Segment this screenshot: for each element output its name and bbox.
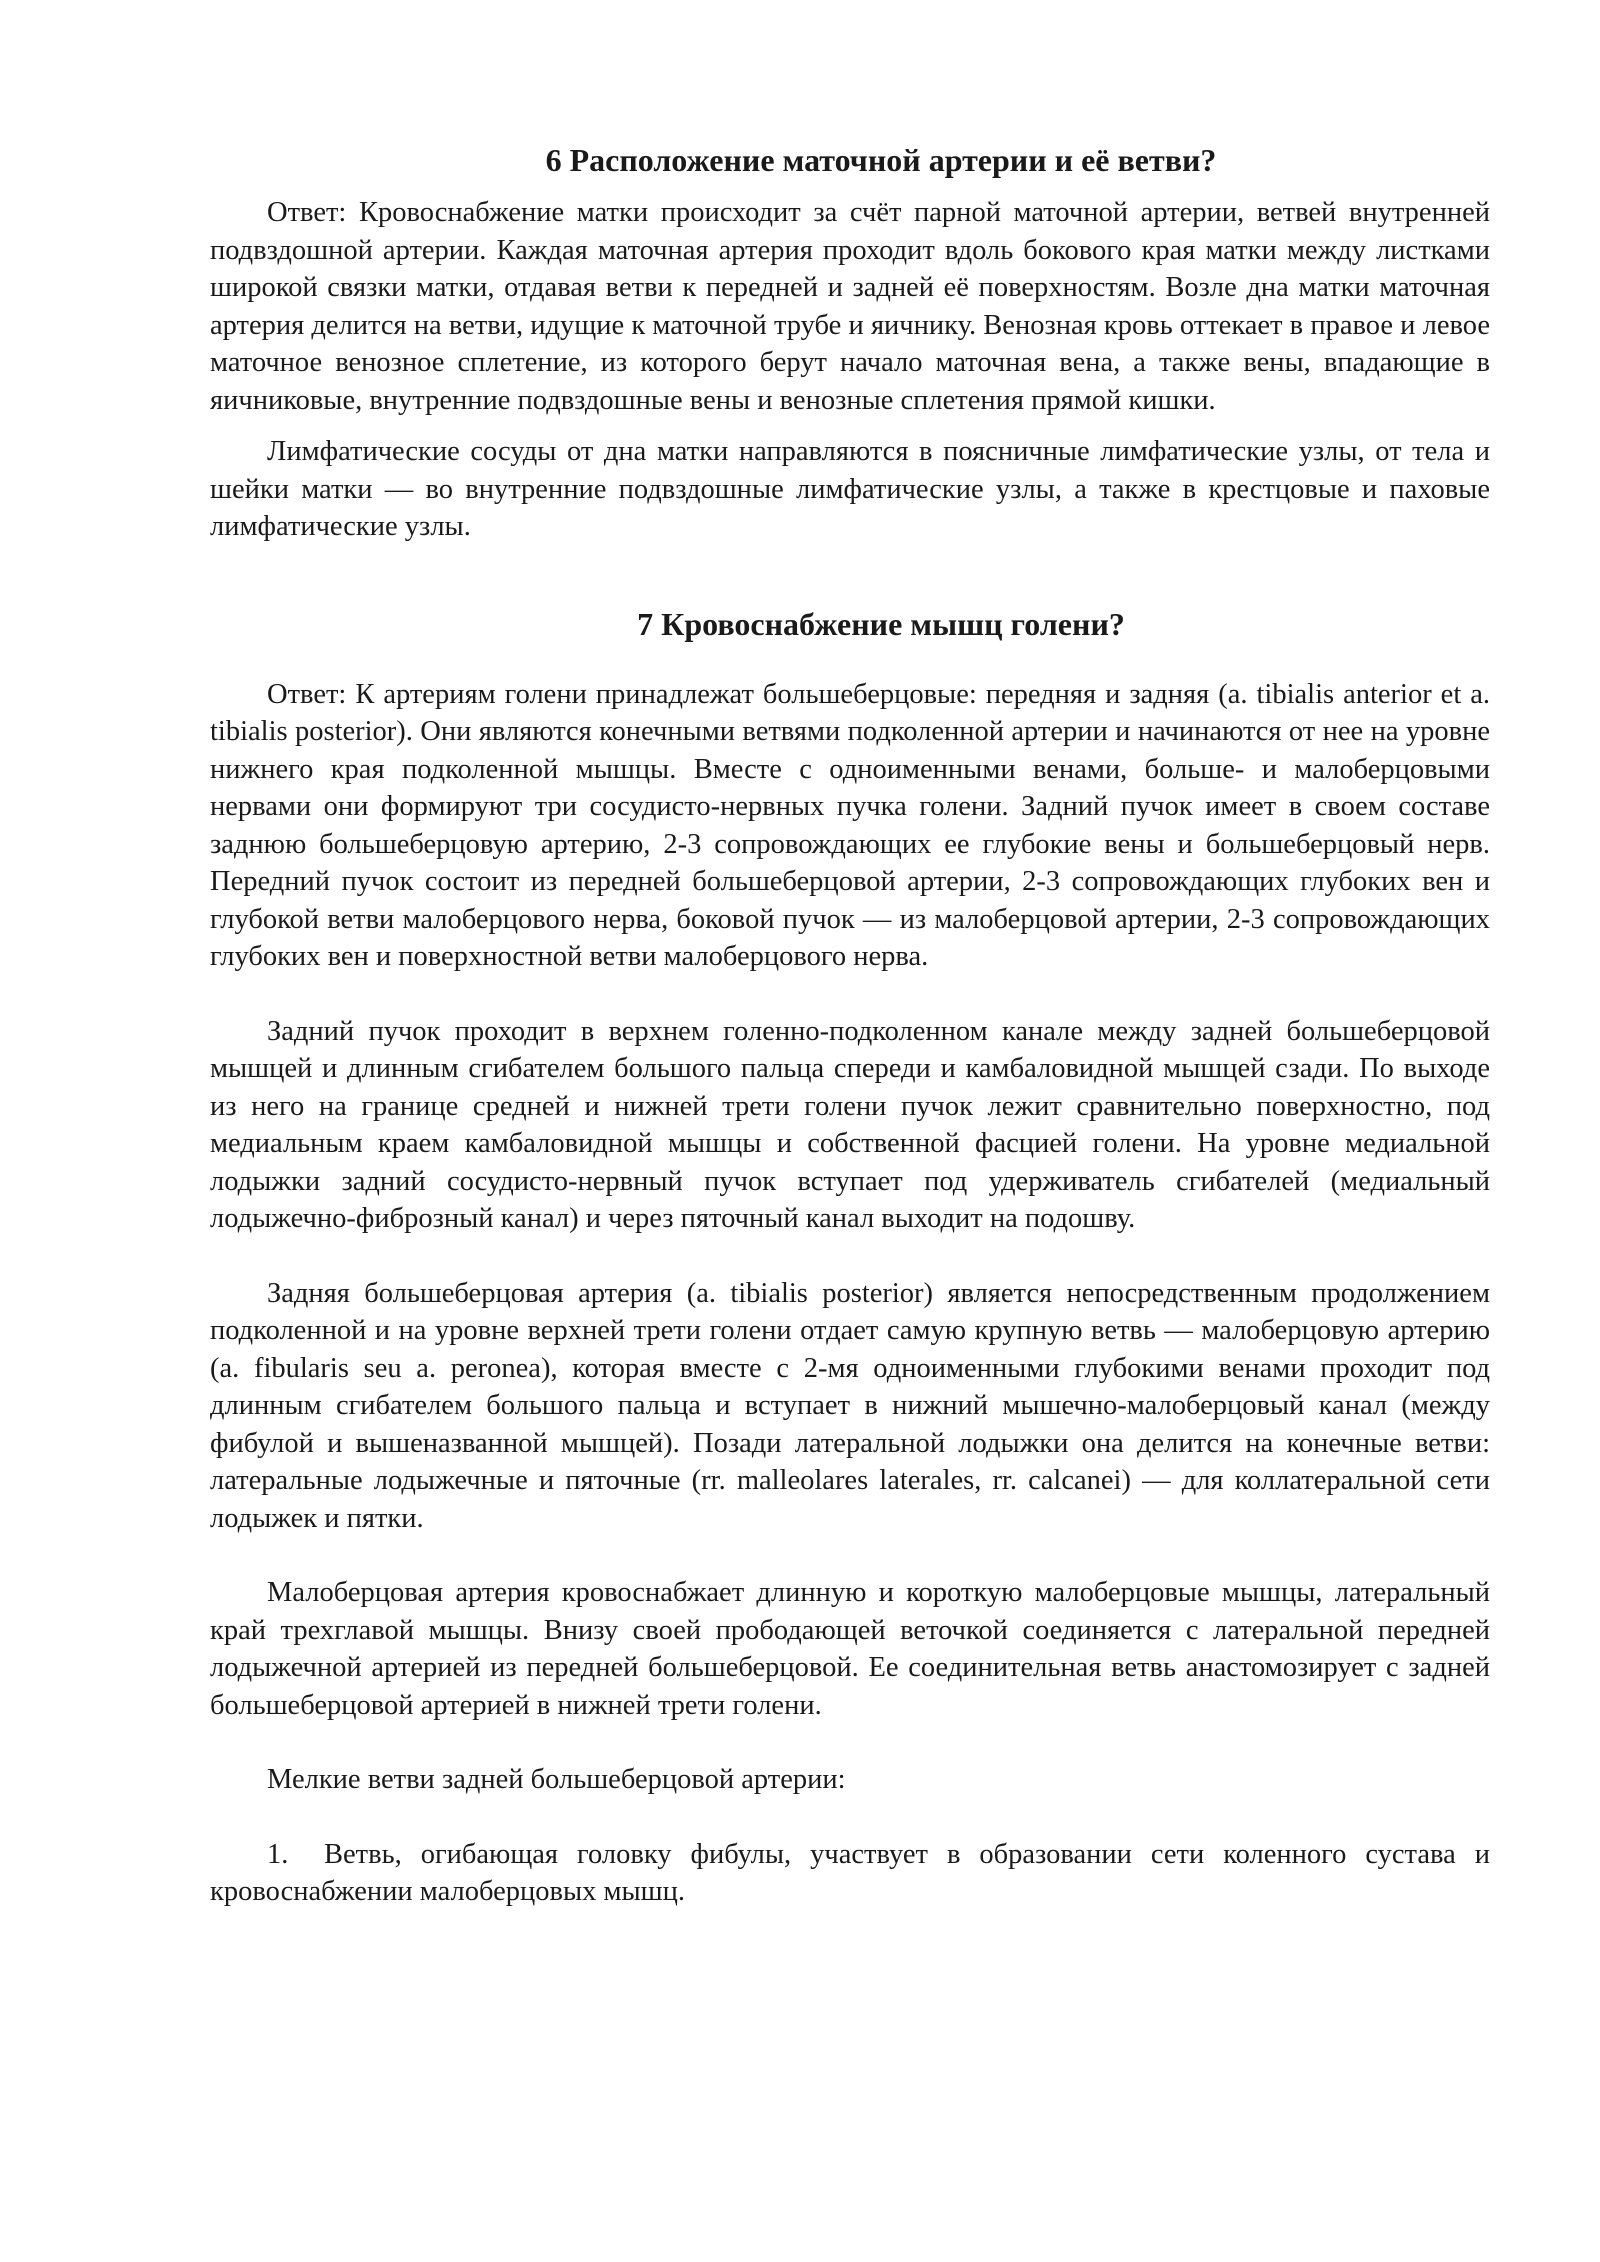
section-7-paragraph-2: Задний пучок проходит в верхнем голенно-подколенном канале между задней большеберцовой мышцей и длинным сгибателем большого пальца спереди и камбаловидной мышцей сзади. По выходе из него на границе средней и нижней трети голени пучок лежит сравнительно поверхностно, под медиальным краем камбаловидной мышцы и собственной фасцией голени. На уровне медиальной лодыжки задний сосудисто-нервный пучок вступает под удерживатель сгибателей (медиальный лодыжечно-фиброзный канал) и через пяточный канал выходит на подошву. <box>210 1015 1490 1234</box>
section-7-paragraph-4: Малоберцовая артерия кровоснабжает длинную и короткую малоберцовые мышцы, латеральный край трехглавой мышцы. Внизу своей прободающей веточкой соединяется с латеральной передней лодыжечной артерией из передней большеберцовой. Ее соединительная ветвь анастомозирует с задней большеберцовой артерией в нижней трети голени. <box>210 1577 1490 1721</box>
section-7-title: 7 Кровоснабжение мышц голени? <box>637 605 1125 642</box>
section-7-paragraph-3: Задняя большеберцовая артерия (a. tibialis posterior) является непосредственным продолжением подколенной и на уровне верхней трети голени отдает самую крупную ветвь — малоберцовую артерию (a. fibularis seu a. peronea), которая вместе с 2-мя одноименными глубокими венами проходит под длинным сгибателем большого пальца и вступает в нижний мышечно-малоберцовый канал (между фибулой и вышеназванной мышцей). Позади латеральной лодыжки она делится на конечные ветви: латеральные лодыжечные и пяточные (rr. malleolares laterales, rr. calcanei) — для коллатеральной сети лодыжек и пятки. <box>210 1277 1490 1534</box>
list-item <box>210 1836 1490 1911</box>
section-6-paragraph-2: Лимфатические сосуды от дна матки направляются в поясничные лимфатические узлы, от тела и шейки матки — во внутренние подвздошные лимфатические узлы, а также в крестцовые и паховые лимфатические узлы. <box>210 436 1490 542</box>
list-item-number: 1. <box>267 1838 289 1870</box>
list-item-text: Ветвь, огибающая головку фибулы, участвует в образовании сети коленного сустава и кровоснабжении малоберцовых мышц. <box>210 1838 1490 1907</box>
document-page <box>210 140 1490 1911</box>
section-6-title: 6 Расположение маточной артерии и её ветви? <box>545 142 1217 178</box>
section-7-paragraph-1: Ответ: К артериям голени принадлежат большеберцовые: передняя и задняя (a. tibialis anterior et a. tibialis posterior). Они являются конечными ветвями подколенной артерии и начинаются от нее на уровне нижнего края подколенной мышцы. Вместе с одноименными венами, больше- и малоберцовыми нервами они формируют три сосудисто-нервных пучка голени. Задний пучок имеет в своем составе заднюю большеберцовую артерию, 2-3 сопровождающих ее глубокие вены и большеберцовый нерв. Передний пучок состоит из передней большеберцовой артерии, 2-3 сопровождающих глубоких вен и глубокой ветви малоберцового нерва, боковой пучок — из малоберцовой артерии, 2-3 сопровождающих глубоких вен и поверхностной ветви малоберцового нерва. <box>210 678 1490 972</box>
section-6-paragraph-1: Ответ: Кровоснабжение матки происходит за счёт парной маточной артерии, ветвей внутренней подвздошной артерии. Каждая маточная артерия проходит вдоль бокового края матки между листками широкой связки матки, отдавая ветви к передней и задней её поверхностям. Возле дна матки маточная артерия делится на ветви, идущие к маточной трубе и яичнику. Венозная кровь оттекает в правое и левое маточное венозное сплетение, из которого берут начало маточная вена, а также вены, впадающие в яичниковые, внутренние подвздошные вены и венозные сплетения прямой кишки. <box>210 197 1490 416</box>
section-7-paragraph-5: Мелкие ветви задней большеберцовой артерии: <box>267 1764 846 1795</box>
